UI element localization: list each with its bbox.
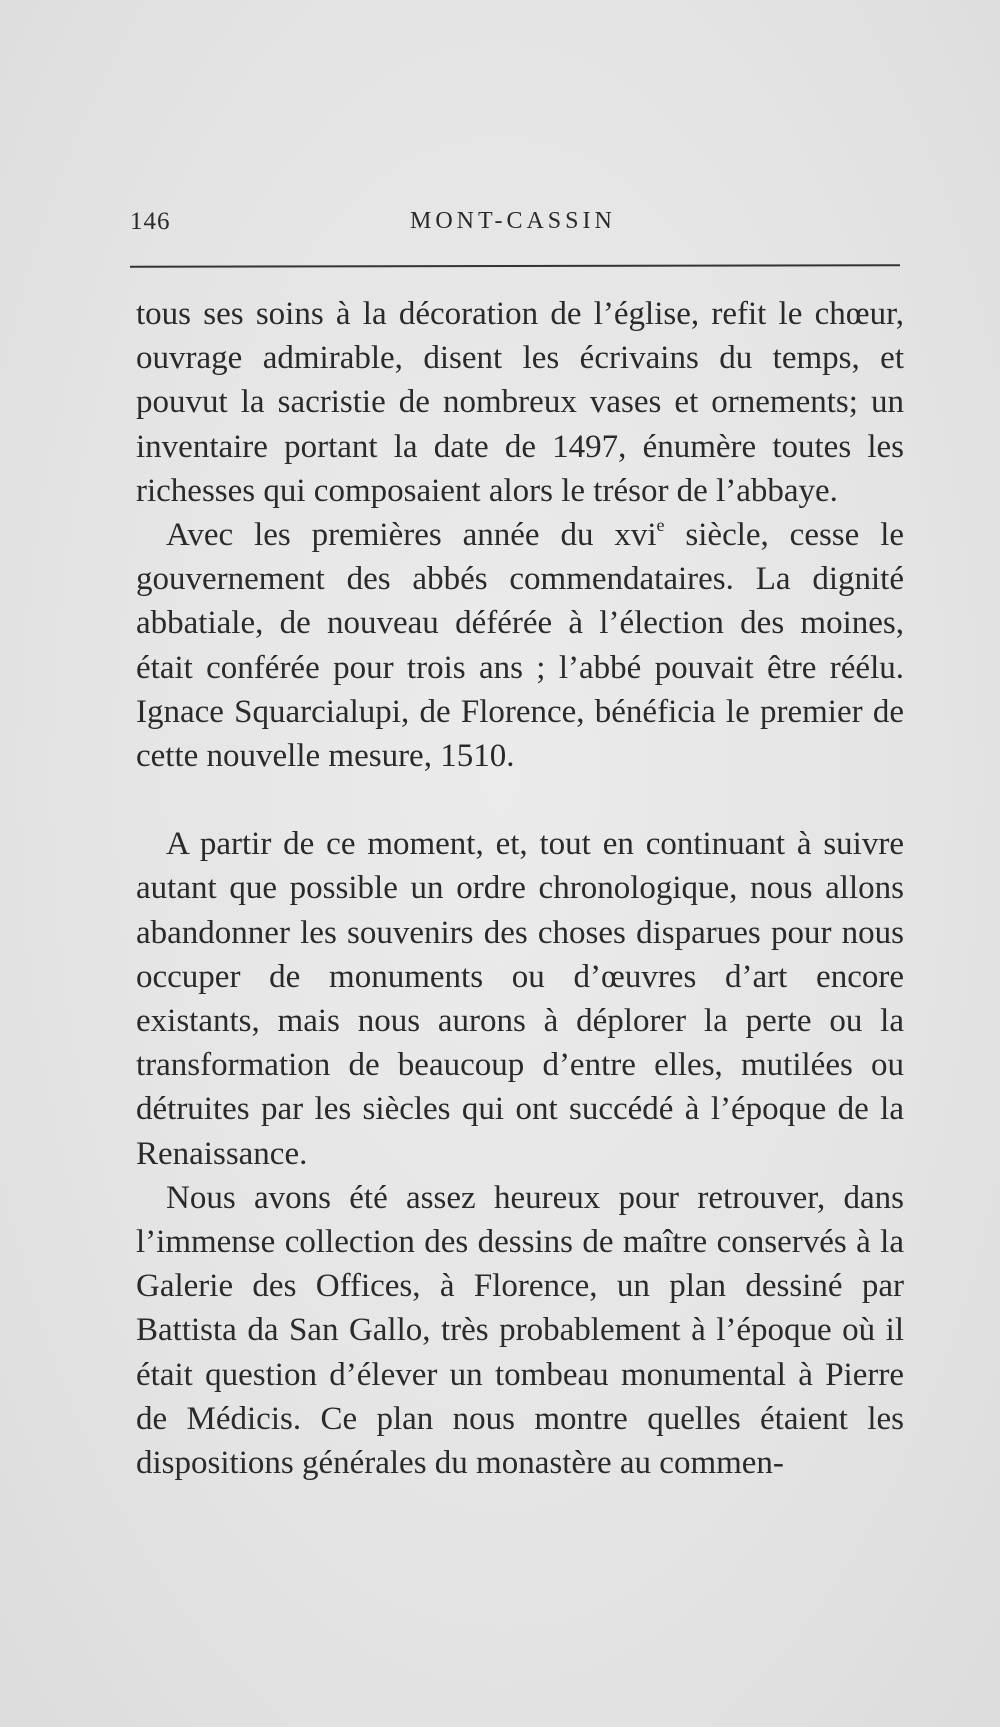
page-number: 146: [130, 208, 171, 235]
paragraph-3: A partir de ce moment, et, tout en continuant à suivre autant que possible un ordre chronologique, nous allons abandonner les souvenirs des choses disparues pour nous occuper de monuments ou d’œuvres d’art encore existants, mais nous aurons à déplorer la perte ou la transformation de beaucoup d’entre elles, mutilées ou détruites par les siècles qui ont succédé à l’époque de la Renaissance.: [136, 826, 904, 1172]
paragraph-2-text-end: siècle, cesse le gouvernement des abbés commendataires. La dignité abbatiale, de nouveau déférée à l’élection des moines, était conférée pour trois ans ; l’abbé pouvait être réélu. Ignace Squarcialupi, de Florence, bénéficia le premier de cette nouvelle mesure, 1510.: [136, 517, 905, 775]
paragraph-4: Nous avons été assez heureux pour retrouver, dans l’immense collection des dessins de maître conservés à la Galerie des Offices, à Florence, un plan dessiné par Battista da San Gallo, très probablement à l’époque où il était question d’élever un tombeau monumental à Pierre de Médicis. Ce plan nous montre quelles étaient les dispositions générales du monastère au commen-: [136, 1179, 904, 1482]
running-title: MONT-CASSIN: [410, 208, 616, 234]
header-rule: [130, 264, 900, 268]
paragraph-2-text-start: Avec les premières année du xvi: [166, 517, 657, 554]
paragraph-2: [136, 513, 904, 778]
paragraph-1: tous ses soins à la décoration de l’église, refit le chœur, ouvrage admirable, disent les écrivains du temps, et pouvut la sacristie de nombreux vases et ornements; un inventaire portant la date de 1497, énumère toutes les richesses qui composaient alors le trésor de l’abbaye.: [136, 296, 904, 509]
century-superscript: e: [656, 515, 665, 536]
running-head: [130, 208, 900, 248]
section-gap: [136, 778, 904, 822]
body-text: [136, 292, 904, 1485]
